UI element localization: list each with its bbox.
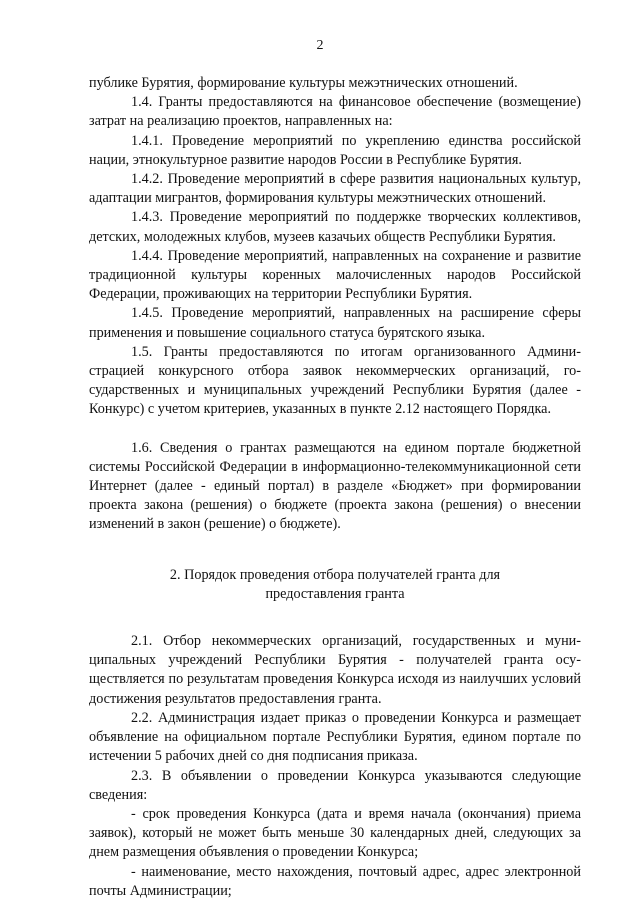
paragraph-1-5: 1.5. Гранты предоставляются по итогам организованного Администрацией конкурсного отбора заявок некоммерческих организаций, государственных и муниципальных учреждений Республики Бурятия (далее - Конкурс) с учетом критериев, указанных в пункте 2.12 настоящего Порядка. [89, 343, 581, 418]
paragraph-1-4-5: 1.4.5. Проведение мероприятий, направленных на расширение сферы применения и повышение социального статуса бурятского языка. [89, 305, 581, 341]
paragraph-2-3-item-b: - наименование, место нахождения, почтовый адрес, адрес электронной почты Администрации; [89, 863, 581, 899]
page-number: 2 [316, 38, 324, 53]
section-heading-line-1: 2. Порядок проведения отбора получателей гранта для [169, 566, 501, 583]
paragraph-1-4-3: 1.4.3. Проведение мероприятий по поддержке творческих коллективов, детских, молодежных клубов, музеев казачьих обществ Республики Бурятия. [89, 209, 581, 245]
paragraph-1-4-4: 1.4.4. Проведение мероприятий, направленных на сохранение и развитие традиционной культуры коренных малочисленных народов Российской Федерации, проживающих на территории Республики Бурятия. [89, 247, 581, 303]
paragraph-1-4-1: 1.4.1. Проведение мероприятий по укреплению единства российской нации, этнокультурное развитие народов России в Республике Бурятия. [89, 132, 581, 168]
paragraph-2-2: 2.2. Администрация издает приказ о проведении Конкурса и размещает объявление на официальном портале Республики Бурятия, едином портале по истечении 5 рабочих дней со дня подписания приказа. [89, 709, 581, 765]
paragraph-2-1: 2.1. Отбор некоммерческих организаций, государственных и муниципальных учреждений Республики Бурятия - получателей гранта осуществляется по результатам проведения Конкурса исходя из наилучших условий достижения результатов предоставления гранта. [89, 633, 581, 707]
paragraph-2-3-item-a: - срок проведения Конкурса (дата и время начала (окончания) приема заявок), который не может быть меньше 30 календарных дней, следующих за днем размещения объявления о проведении Конкурса; [89, 805, 581, 861]
paragraph-1-4: 1.4. Гранты предоставляются на финансовое обеспечение (возмещение) затрат на реализацию проектов, направленных на: [89, 94, 581, 130]
section-heading-line-2: предоставления гранта [265, 585, 405, 602]
paragraph-continuation: публике Бурятия, формирование культуры межэтнических отношений. [89, 75, 518, 91]
paragraph-1-6: 1.6. Сведения о грантах размещаются на едином портале бюджетной системы Российской Федерации в информационно-телекоммуникационной сети Интернет (далее - единый портал) в разделе «Бюджет» при формировании проекта закона (решения) о бюджете (проекта закона (решения) о внесении изменений в закон (решение) о бюджете). [89, 439, 581, 533]
paragraph-1-4-2: 1.4.2. Проведение мероприятий в сфере развития национальных культур, адаптации мигрантов, формирования культуры межэтнических отношений. [89, 171, 581, 207]
paragraph-2-3: 2.3. В объявлении о проведении Конкурса указываются следующие сведения: [89, 767, 581, 803]
section-heading [89, 566, 581, 604]
document-body [89, 74, 581, 901]
